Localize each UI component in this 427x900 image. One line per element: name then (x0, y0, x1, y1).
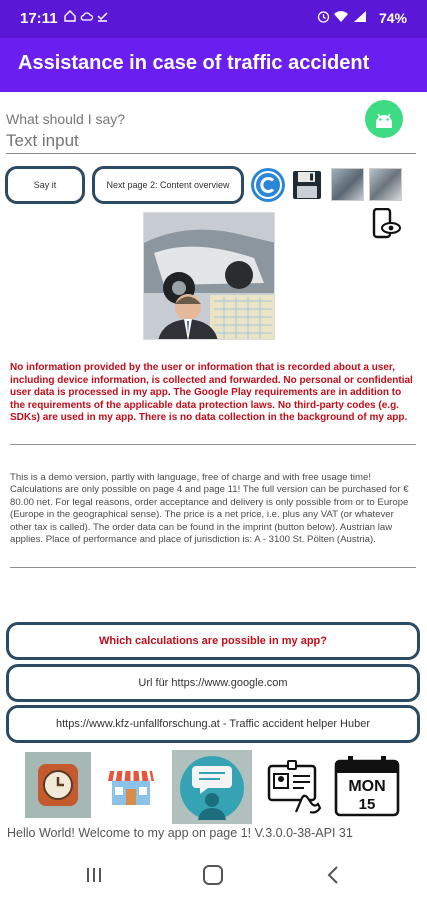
copyright-icon[interactable] (249, 166, 287, 204)
clock-icon[interactable] (25, 752, 91, 818)
signal-icon (353, 10, 367, 23)
app-bar (0, 38, 427, 92)
phone-eye-icon[interactable] (371, 208, 401, 240)
divider (10, 567, 416, 568)
android-fab-button[interactable] (365, 100, 403, 138)
speech-input-label: What should I say? (6, 111, 126, 127)
crash-thumbnail-1[interactable] (331, 168, 364, 201)
home-icon (64, 10, 76, 22)
chat-person-icon[interactable] (172, 750, 252, 824)
crash-thumbnail-2[interactable] (369, 168, 402, 201)
save-disk-icon[interactable] (292, 170, 322, 200)
footer-text: Hello World! Welcome to my app on page 1! V.3.0.0-38-API 31 (7, 826, 353, 840)
demo-notice: This is a demo version, partly with language, free of charge and with free usage time! Calculations are only possible on page 4 and page 11! The full version can be purchased for € 80.00 net. For legal reasons, order acceptance and delivery is only possible from or to Europe (Europe in the geographical sense). The price is a net price, i.e. plus any VAT (or whatever other tax is called). The order data can be found in the imprint (button below). Austrian law applies. Place of performance and place of jurisdiction is: A - 3100 St. Pölten (Austria). (10, 472, 409, 546)
calendar-day: MON (348, 778, 386, 795)
back-icon[interactable] (325, 864, 341, 886)
status-time: 17:11 (20, 10, 58, 27)
app-title: Assistance in case of traffic accident (18, 52, 370, 74)
shop-icon[interactable] (106, 765, 156, 807)
next-page-button[interactable]: Next page 2: Content overview (92, 166, 244, 204)
id-card-icon[interactable] (266, 758, 324, 816)
say-it-button[interactable]: Say it (5, 166, 85, 204)
wifi-icon (333, 10, 349, 23)
status-right-icons (317, 10, 367, 26)
accident-photo (143, 212, 275, 340)
divider (10, 444, 416, 445)
cloud-icon (80, 10, 93, 22)
home-button-icon[interactable] (203, 865, 223, 885)
alarm-icon (317, 10, 330, 23)
navigation-bar (0, 850, 427, 900)
battery-level: 74% (378, 10, 407, 26)
calendar-date: 15 (358, 796, 376, 813)
calendar-icon[interactable] (334, 755, 400, 817)
android-robot-icon (365, 100, 403, 138)
kfz-url-button[interactable]: https://www.kfz-unfallforschung.at - Traffic accident helper Huber (6, 705, 420, 743)
status-bar (0, 0, 427, 38)
calculations-button[interactable]: Which calculations are possible in my app? (6, 622, 420, 660)
status-left-icons (64, 10, 109, 25)
speech-text-input[interactable] (6, 128, 416, 154)
download-done-icon (96, 10, 109, 22)
google-url-button[interactable]: Url für https://www.google.com (6, 664, 420, 702)
recents-icon[interactable] (84, 866, 104, 884)
privacy-notice: No information provided by the user or information that is recorded about a user, including device information, is collected and forwarded. No personal or confidential user data is processed in my app. The Google Play requirements are in addition to the requirements of the applicable data protection laws. No third-party codes (e.g. SDKs) are used in my app. There is no data collection in the background of my app. (10, 362, 413, 424)
